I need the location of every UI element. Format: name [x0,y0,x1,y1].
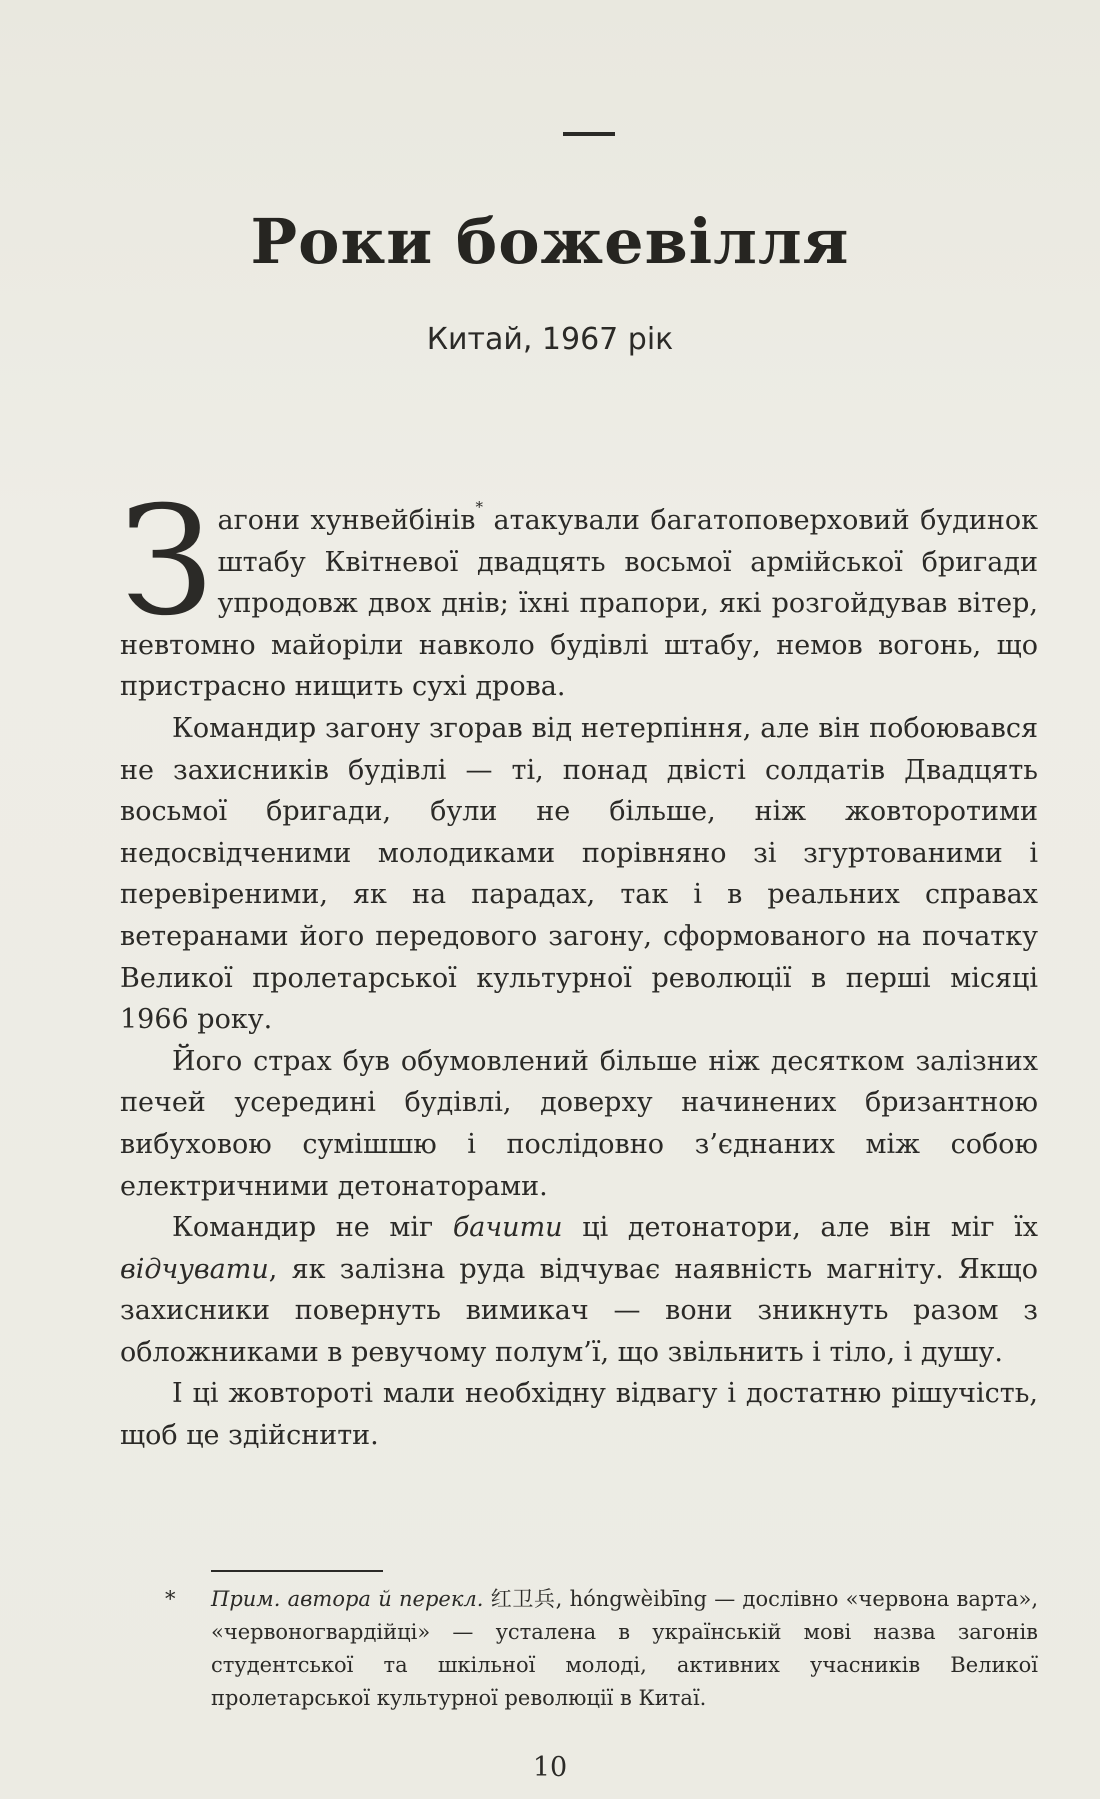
chapter-number-dash [563,132,615,136]
paragraph-1-text-end: атакували багатоповерховий будинок штабу Квітневої двадцять восьмої армійської бригади упродовж двох днів; їхні прапори, які розгойдував вітер, невтомно майоріли навколо будівлі штабу, немов вогонь, що пристрасно нищить сухі дрова. [120,505,1038,703]
paragraph-5: І ці жовтороті мали необхідну відвагу і достатню рішучість, щоб це здійснити. [120,1378,1038,1452]
paragraph-3: Його страх був обумовлений більше ніж десятком залізних печей усередині будівлі, доверху начинених бризантною вибуховою сумішшю і послідовно з’єднаних між собою електричними детонаторами. [120,1045,1038,1202]
paragraph-4-part-2: ці детонатори, але він міг їх [562,1212,1039,1244]
chapter-body [120,475,1039,1457]
chapter-title: Роки божевілля [250,205,850,278]
paragraph-1-text-start: агони хунвейбінів [217,505,476,536]
footnote [165,1583,1038,1715]
footnote-label: Прим. автора й перекл. [211,1587,484,1611]
footnote-divider [211,1570,383,1572]
paragraph-4-part-3: , як залізна руда відчуває наявність магніту. Якщо захисники повернуть вимикач — вони зникнуть разом з обложниками в ревучому полум’ї, що звільнить і тіло, і душу. [120,1253,1038,1368]
emphasis-see: бачити [452,1212,563,1244]
drop-cap: З [120,475,214,649]
paragraph-1 [120,475,1038,708]
footnote-text: 红卫兵, hóngwèibīng — дослівно «червона варта», «червоногвардійці» — усталена в українській мові назва загонів студентської та шкільної молоді, активних учасників Великої пролетарської культурної революції в Китаї. [211,1587,1039,1710]
paragraph-2: Командир загону згорав від нетерпіння, але він побоювався не захисників будівлі — ті, понад двісті солдатів Двадцять восьмої бригади, були не більше, ніж жовторотими недосвідченими молодиками порівняно зі згуртованими і перевіреними, як на парадах, так і в реальних справах ветеранами його передового загону, сформованого на початку Великої пролетарської культурної революції в перші місяці 1966 року. [120,712,1038,1036]
paragraph-4-part-1: Командир не міг [172,1212,453,1244]
paragraph-4 [120,1207,1038,1373]
footnote-reference[interactable]: * [475,498,483,516]
footnote-body [211,1583,1038,1715]
page-number: 10 [532,1752,568,1783]
emphasis-feel: відчувати [120,1253,269,1285]
chapter-subtitle: Китай, 1967 рік [426,322,674,357]
footnote-mark: * [165,1587,176,1611]
